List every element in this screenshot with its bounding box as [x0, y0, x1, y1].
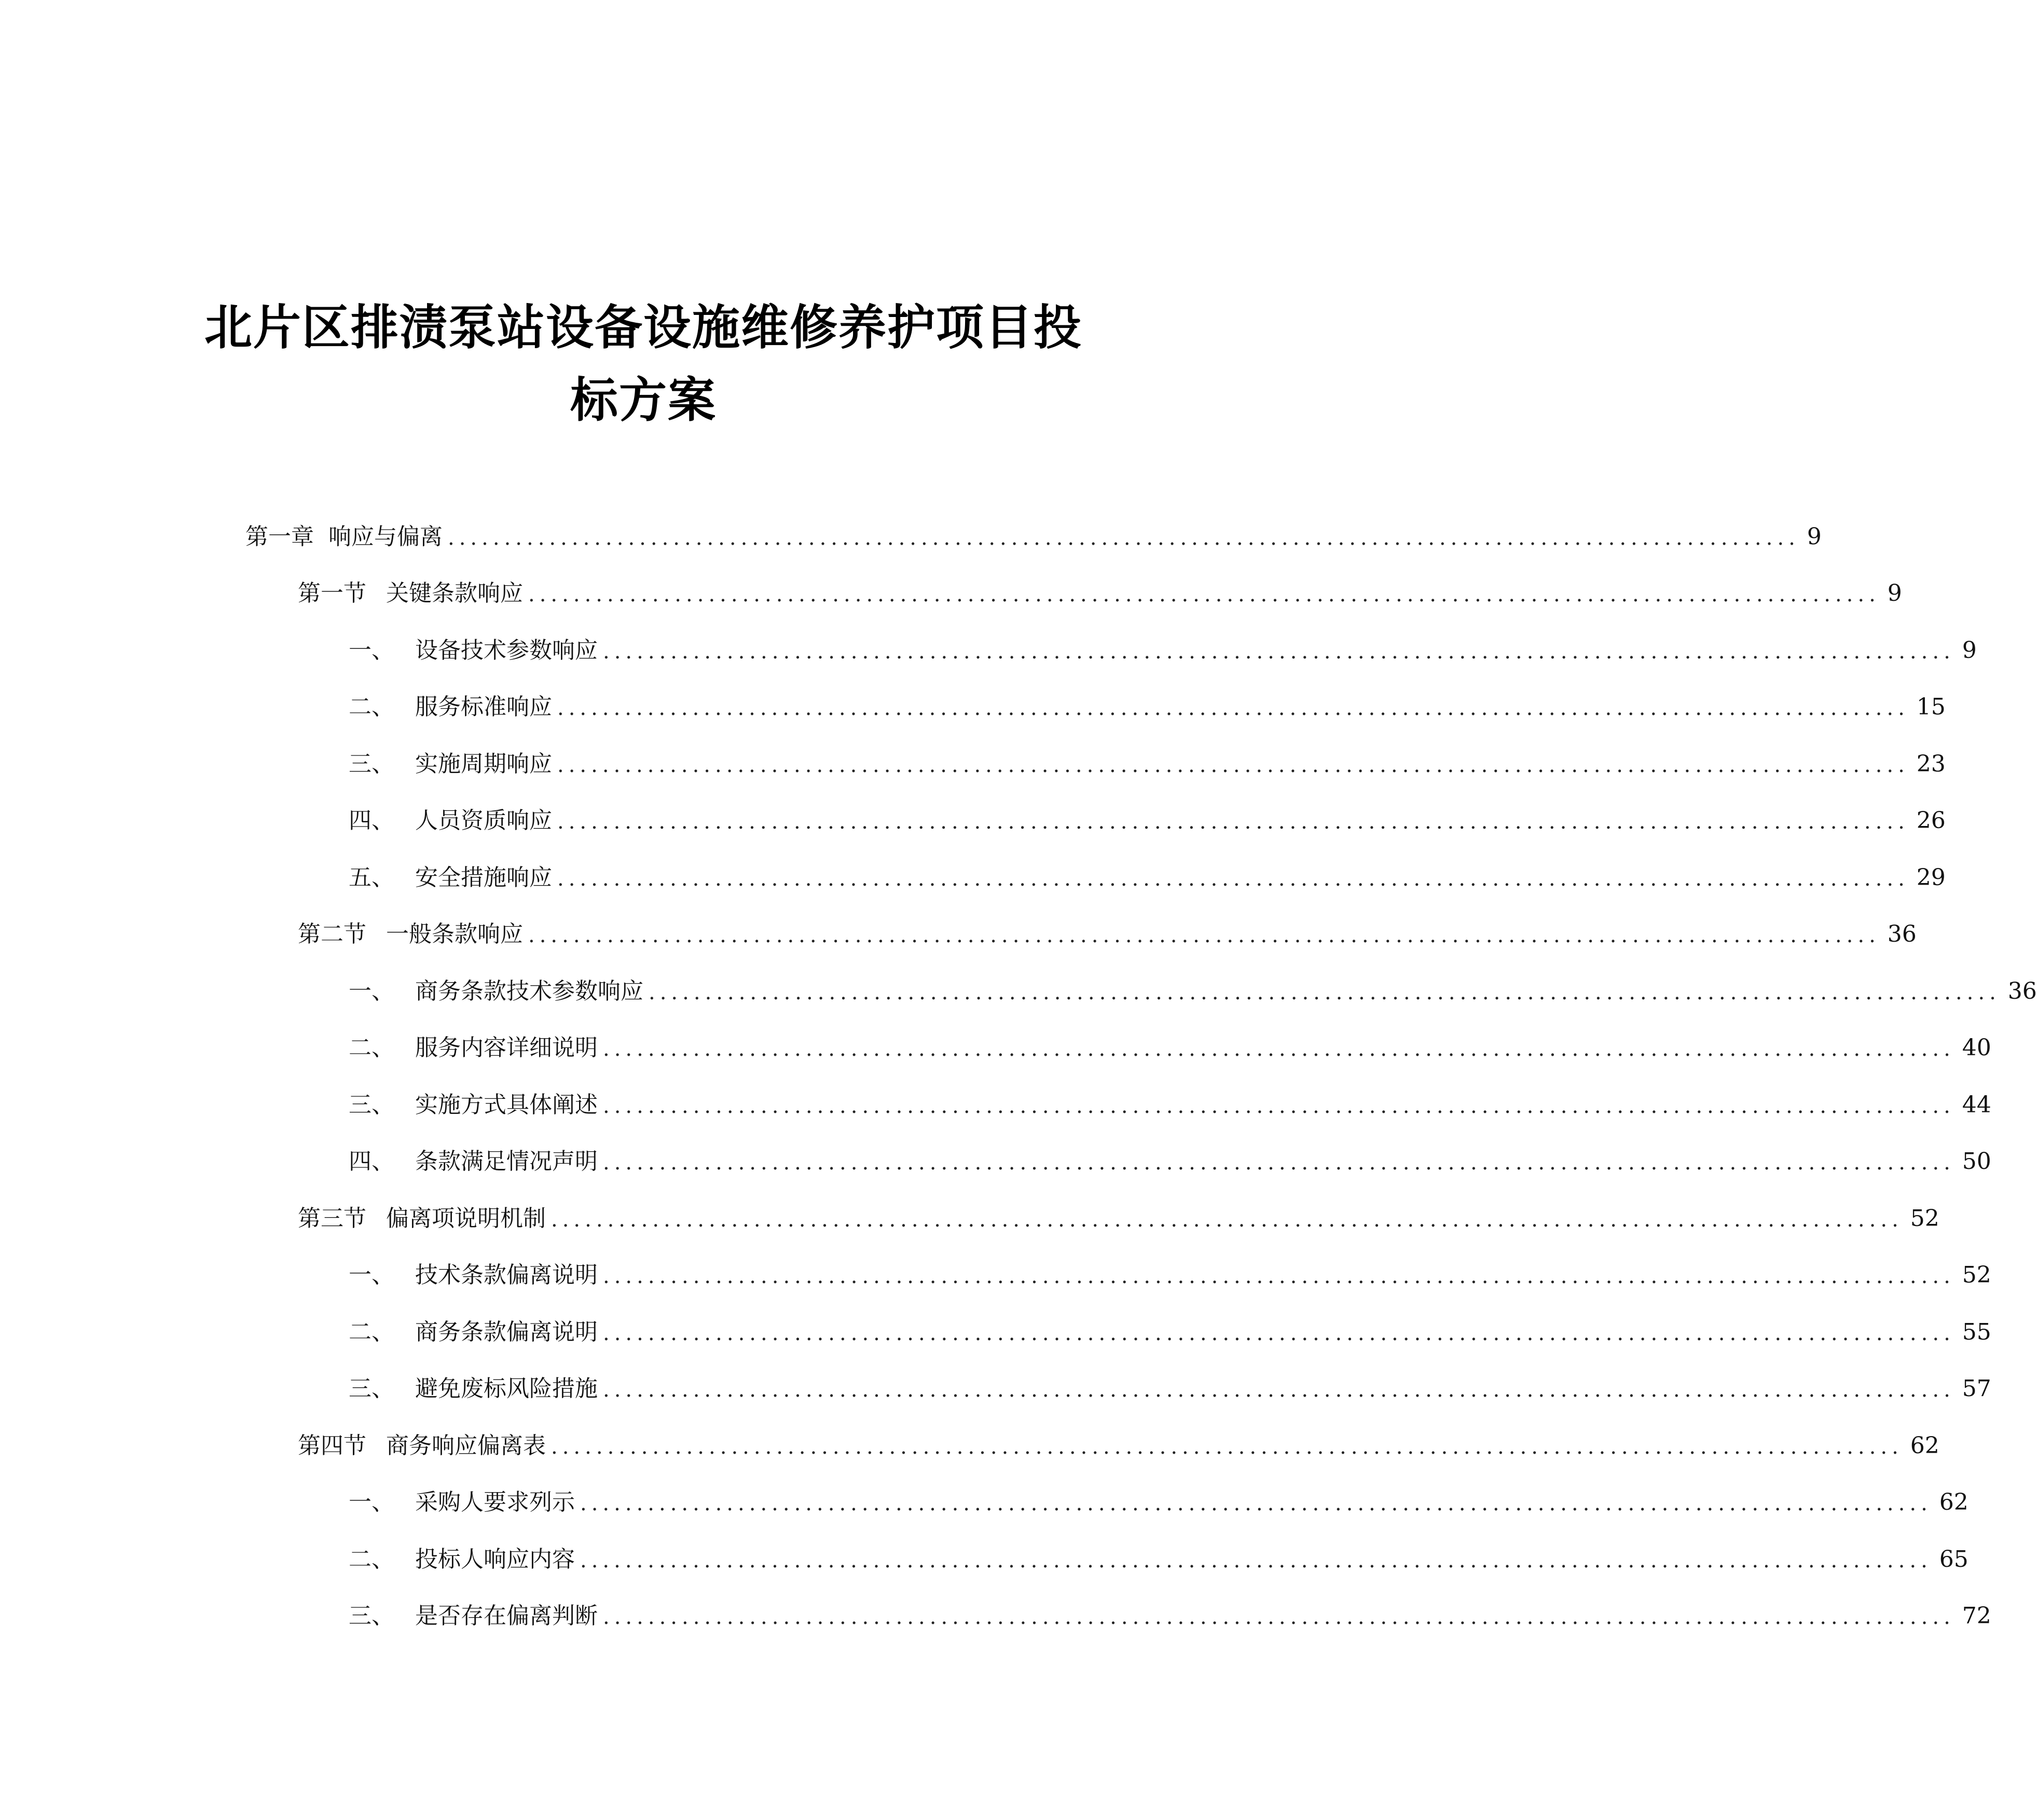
toc-page-number: 50 — [1962, 1148, 1991, 1175]
toc-entry[interactable] — [0, 793, 1946, 850]
toc-entry[interactable] — [0, 1304, 1991, 1361]
toc-entry-title: 商务条款偏离说明 — [415, 1318, 598, 1345]
toc-entry[interactable] — [0, 906, 1917, 963]
toc-page-number: 72 — [1962, 1603, 1991, 1630]
toc-page-number: 36 — [2007, 977, 2037, 1004]
toc-dot-leader: ........................................................................................................................ — [557, 696, 1909, 721]
toc-dot-leader: ........................................................................................................................ — [603, 1037, 1955, 1061]
toc-page-number: 52 — [1962, 1262, 1991, 1289]
toc-entry-number: 第二节 — [298, 921, 366, 948]
toc-entry[interactable] — [0, 622, 1977, 679]
toc-entry-number: 第一章 — [245, 523, 314, 550]
toc-entry[interactable] — [0, 963, 2037, 1020]
toc-dot-leader: ........................................................................................................................ — [528, 923, 1880, 948]
toc-entry[interactable] — [0, 1474, 1969, 1532]
toc-page-number: 9 — [1887, 580, 1902, 607]
toc-page-number: 40 — [1962, 1035, 1991, 1061]
toc-entry-title: 投标人响应内容 — [415, 1546, 575, 1573]
document-title-line-2: 标方案 — [570, 372, 717, 428]
toc-entry-title: 偏离项说明机制 — [386, 1205, 546, 1232]
toc-page-number: 23 — [1916, 750, 1946, 777]
toc-entry-number: 二、 — [349, 1035, 394, 1061]
toc-entry[interactable] — [0, 1077, 1991, 1134]
toc-dot-leader: ........................................................................................................................ — [603, 1151, 1955, 1175]
toc-page-number: 29 — [1916, 864, 1946, 891]
toc-entry-number: 第一节 — [298, 580, 366, 607]
toc-entry[interactable] — [0, 1190, 1939, 1247]
toc-entry-number: 三、 — [349, 1091, 394, 1118]
toc-dot-leader: ........................................................................................................................ — [603, 1094, 1955, 1118]
toc-page-number: 9 — [1962, 637, 1977, 664]
toc-entry[interactable] — [0, 1531, 1969, 1588]
toc-dot-leader: ........................................................................................................................ — [448, 526, 1800, 550]
toc-page-number: 36 — [1887, 921, 1917, 948]
toc-page-number: 9 — [1807, 523, 1822, 550]
toc-entry[interactable] — [0, 849, 1946, 906]
toc-entry-number: 四、 — [349, 807, 394, 834]
toc-entry-title: 服务标准响应 — [415, 694, 552, 721]
toc-page-number: 65 — [1939, 1546, 1969, 1573]
toc-dot-leader: ........................................................................................................................ — [580, 1548, 1932, 1573]
toc-dot-leader: ........................................................................................................................ — [603, 1378, 1955, 1402]
toc-entry-number: 二、 — [349, 1546, 394, 1573]
toc-dot-leader: ........................................................................................................................ — [580, 1492, 1932, 1516]
toc-entry-number: 二、 — [349, 1318, 394, 1345]
toc-entry-number: 一、 — [349, 1262, 394, 1289]
toc-page-number: 52 — [1910, 1205, 1939, 1232]
toc-page-number: 15 — [1916, 694, 1946, 721]
toc-dot-leader: ........................................................................................................................ — [603, 1605, 1955, 1630]
toc-entry[interactable] — [0, 1020, 1991, 1077]
toc-dot-leader: ........................................................................................................................ — [603, 1264, 1955, 1289]
toc-entry-title: 实施方式具体阐述 — [415, 1091, 598, 1118]
toc-entry[interactable] — [0, 566, 1902, 623]
toc-entry-title: 避免废标风险措施 — [415, 1375, 598, 1402]
toc-entry-number: 三、 — [349, 1375, 394, 1402]
toc-entry-number: 二、 — [349, 694, 394, 721]
toc-dot-leader: ........................................................................................................................ — [551, 1435, 1903, 1459]
toc-dot-leader: ........................................................................................................................ — [551, 1207, 1903, 1232]
toc-entry[interactable] — [0, 1134, 1991, 1191]
toc-dot-leader: ........................................................................................................................ — [649, 980, 2001, 1004]
toc-entry[interactable] — [0, 508, 1822, 566]
toc-entry-number: 三、 — [349, 1603, 394, 1630]
toc-entry-title: 商务响应偏离表 — [386, 1432, 546, 1459]
toc-entry-number: 四、 — [349, 1148, 394, 1175]
toc-entry-title: 技术条款偏离说明 — [415, 1262, 598, 1289]
toc-page-number: 62 — [1910, 1432, 1939, 1459]
toc-dot-leader: ........................................................................................................................ — [603, 639, 1955, 664]
toc-entry-number: 一、 — [349, 977, 394, 1004]
document-title — [171, 292, 1116, 437]
toc-entry-title: 商务条款技术参数响应 — [415, 977, 643, 1004]
toc-entry-number: 第四节 — [298, 1432, 366, 1459]
toc-page-number: 44 — [1962, 1091, 1991, 1118]
toc-page-number: 26 — [1916, 807, 1946, 834]
toc-entry-title: 安全措施响应 — [415, 864, 552, 891]
toc-page-number: 55 — [1962, 1318, 1991, 1345]
toc-entry-number: 第三节 — [298, 1205, 366, 1232]
toc-page-number: 62 — [1939, 1489, 1969, 1516]
toc-entry-title: 关键条款响应 — [386, 580, 523, 607]
toc-entry-title: 是否存在偏离判断 — [415, 1603, 598, 1630]
toc-entry[interactable] — [0, 679, 1946, 736]
toc-entry-title: 条款满足情况声明 — [415, 1148, 598, 1175]
toc-entry[interactable] — [0, 736, 1946, 793]
toc-entry[interactable] — [0, 1588, 1991, 1645]
toc-entry-title: 设备技术参数响应 — [415, 637, 598, 664]
toc-entry-title: 采购人要求列示 — [415, 1489, 575, 1516]
toc-dot-leader: ........................................................................................................................ — [528, 583, 1880, 607]
toc-entry-number: 五、 — [349, 864, 394, 891]
toc-entry-title: 服务内容详细说明 — [415, 1035, 598, 1061]
toc-dot-leader: ........................................................................................................................ — [603, 1321, 1955, 1345]
document-title-line-1: 北片区排渍泵站设备设施维修养护项目投 — [204, 299, 1082, 355]
toc-dot-leader: ........................................................................................................................ — [557, 866, 1909, 891]
toc-dot-leader: ........................................................................................................................ — [557, 753, 1909, 777]
toc-entry-title: 一般条款响应 — [386, 921, 523, 948]
toc-page-number: 57 — [1962, 1375, 1991, 1402]
toc-entry-number: 三、 — [349, 750, 394, 777]
toc-entry-number: 一、 — [349, 1489, 394, 1516]
toc-entry-title: 人员资质响应 — [415, 807, 552, 834]
toc-entry[interactable] — [0, 1361, 1991, 1418]
toc-entry-title: 响应与偏离 — [328, 523, 443, 550]
toc-entry[interactable] — [0, 1417, 1939, 1474]
toc-entry-title: 实施周期响应 — [415, 750, 552, 777]
toc-entry-number: 一、 — [349, 637, 394, 664]
toc-dot-leader: ........................................................................................................................ — [557, 810, 1909, 834]
toc-entry[interactable] — [0, 1247, 1991, 1304]
